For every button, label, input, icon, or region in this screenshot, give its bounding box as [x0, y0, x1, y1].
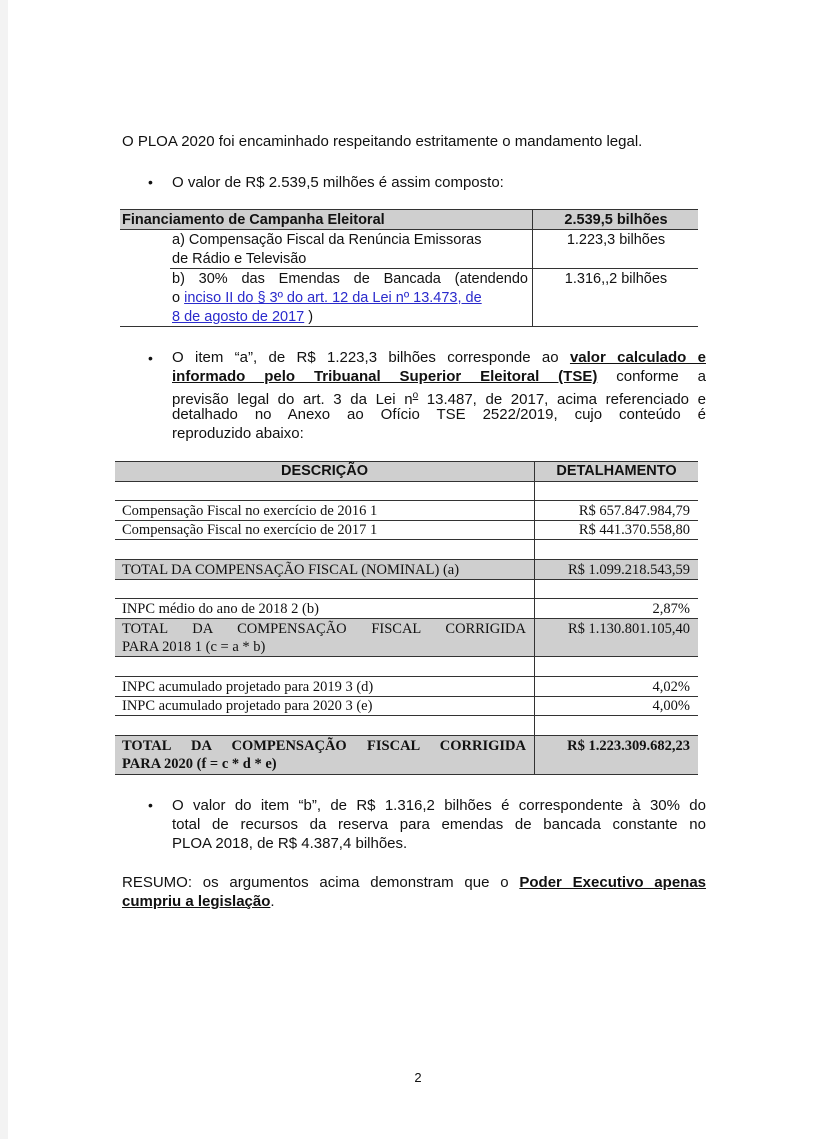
bullet-marker: • — [148, 350, 153, 366]
summary-emphasis: Poder Executivo apenas — [519, 874, 707, 891]
table-row-value: R$ 1.099.218.543,59 — [567, 562, 690, 578]
table1-header-label: Financiamento de Campanha Eleitoral — [122, 212, 385, 228]
table-row-desc-cont: PARA 2020 (f = c * d * e) — [122, 756, 277, 772]
table1-row-a-value: 1.223,3 bilhões — [566, 232, 666, 248]
bullet-2-text: O item “a”, de R$ 1.223,3 bilhões corresponde ao — [172, 349, 559, 366]
table1-row-b-value: 1.316,,2 bilhões — [564, 271, 668, 287]
intro-paragraph: O PLOA 2020 foi encaminhado respeitando estritamente o mandamento legal. — [122, 133, 643, 150]
table-row-desc: INPC médio do ano de 2018 2 (b) — [122, 601, 319, 617]
table-row-value: 4,02% — [652, 679, 690, 695]
bullet-marker: • — [148, 797, 153, 813]
bullet-1-text: O valor de R$ 2.539,5 milhões é assim composto: — [172, 174, 504, 191]
page-number: 2 — [414, 1070, 422, 1085]
table-row-desc: Compensação Fiscal no exercício de 2016 1 — [122, 503, 378, 519]
bullet-2-line5: reproduzido abaixo: — [172, 425, 304, 442]
table1-row-b-suffix: ) — [308, 309, 314, 325]
column-header-description: DESCRIÇÃO — [280, 463, 368, 479]
table-row-desc: TOTAL DA COMPENSAÇÃO FISCAL CORRIGIDA — [122, 738, 526, 754]
summary-text: . — [270, 893, 275, 910]
table-row-value: R$ 441.370.558,80 — [578, 522, 690, 538]
law-link-date[interactable]: 8 de agosto de 2017 — [172, 309, 305, 325]
table-row-desc: INPC acumulado projetado para 2019 3 (d) — [122, 679, 374, 695]
table-row-value: R$ 1.130.801.105,40 — [567, 621, 690, 637]
table-row-value: 2,87% — [652, 601, 690, 617]
bullet-3-line1: O valor do item “b”, de R$ 1.316,2 bilhões é correspondente à 30% do — [172, 797, 706, 814]
summary-text: RESUMO: os argumentos acima demonstram que o — [122, 874, 509, 891]
bullet-2-line2 — [172, 367, 706, 386]
column-header-detail: DETALHAMENTO — [556, 463, 677, 479]
bullet-2-line4: detalhado no Anexo ao Ofício TSE 2522/2019, cujo conteúdo é — [172, 406, 706, 423]
law-link[interactable]: inciso II do § 3º do art. 12 da Lei nº 13.473, de — [184, 290, 482, 306]
table-row-desc: Compensação Fiscal no exercício de 2017 1 — [122, 522, 378, 538]
bullet-2-text: conforme a — [616, 368, 706, 385]
bullet-2-line1 — [172, 348, 706, 367]
bullet-2-superscript: o — [412, 390, 419, 401]
summary-line2 — [122, 892, 275, 911]
summary-line1 — [122, 873, 706, 892]
table-row-value: R$ 1.223.309.682,23 — [567, 738, 690, 754]
table1-row-a-line1: a) Compensação Fiscal da Renúncia Emissoras — [172, 232, 482, 248]
bullet-2-emphasis: valor calculado e — [569, 349, 706, 366]
table-row-desc: TOTAL DA COMPENSAÇÃO FISCAL (NOMINAL) (a) — [122, 562, 460, 578]
table1-row-b-line2 — [172, 289, 528, 307]
document-page — [8, 0, 828, 1139]
table1-header-value: 2.539,5 bilhões — [564, 212, 668, 228]
table-row-desc-cont: PARA 2018 1 (c = a * b) — [122, 639, 266, 655]
table-row-desc: INPC acumulado projetado para 2020 3 (e) — [122, 698, 373, 714]
table-row-desc: TOTAL DA COMPENSAÇÃO FISCAL CORRIGIDA — [122, 621, 526, 637]
bullet-2-emphasis: informado pelo Tribuanal Superior Eleitoral (TSE) — [172, 368, 598, 385]
table-row-value: 4,00% — [652, 698, 690, 714]
table1-row-a-line2: de Rádio e Televisão — [172, 251, 307, 267]
bullet-3-line2: total de recursos da reserva para emendas de bancada constante no — [172, 816, 706, 833]
summary-emphasis: cumpriu a legislação — [122, 893, 271, 910]
table1-row-b-line3 — [172, 308, 313, 326]
bullet-2-text: previsão legal do art. 3 da Lei n — [172, 391, 413, 408]
bullet-3-line3: PLOA 2018, de R$ 4.387,4 bilhões. — [172, 835, 408, 852]
bullet-2-text: 13.487, de 2017, acima referenciado e — [426, 391, 706, 408]
table-row-value: R$ 657.847.984,79 — [578, 503, 690, 519]
table1-row-b-line1: b) 30% das Emendas de Bancada (atendendo — [172, 271, 528, 287]
bullet-marker: • — [148, 174, 153, 190]
table1-row-b-prefix: o — [172, 290, 181, 306]
